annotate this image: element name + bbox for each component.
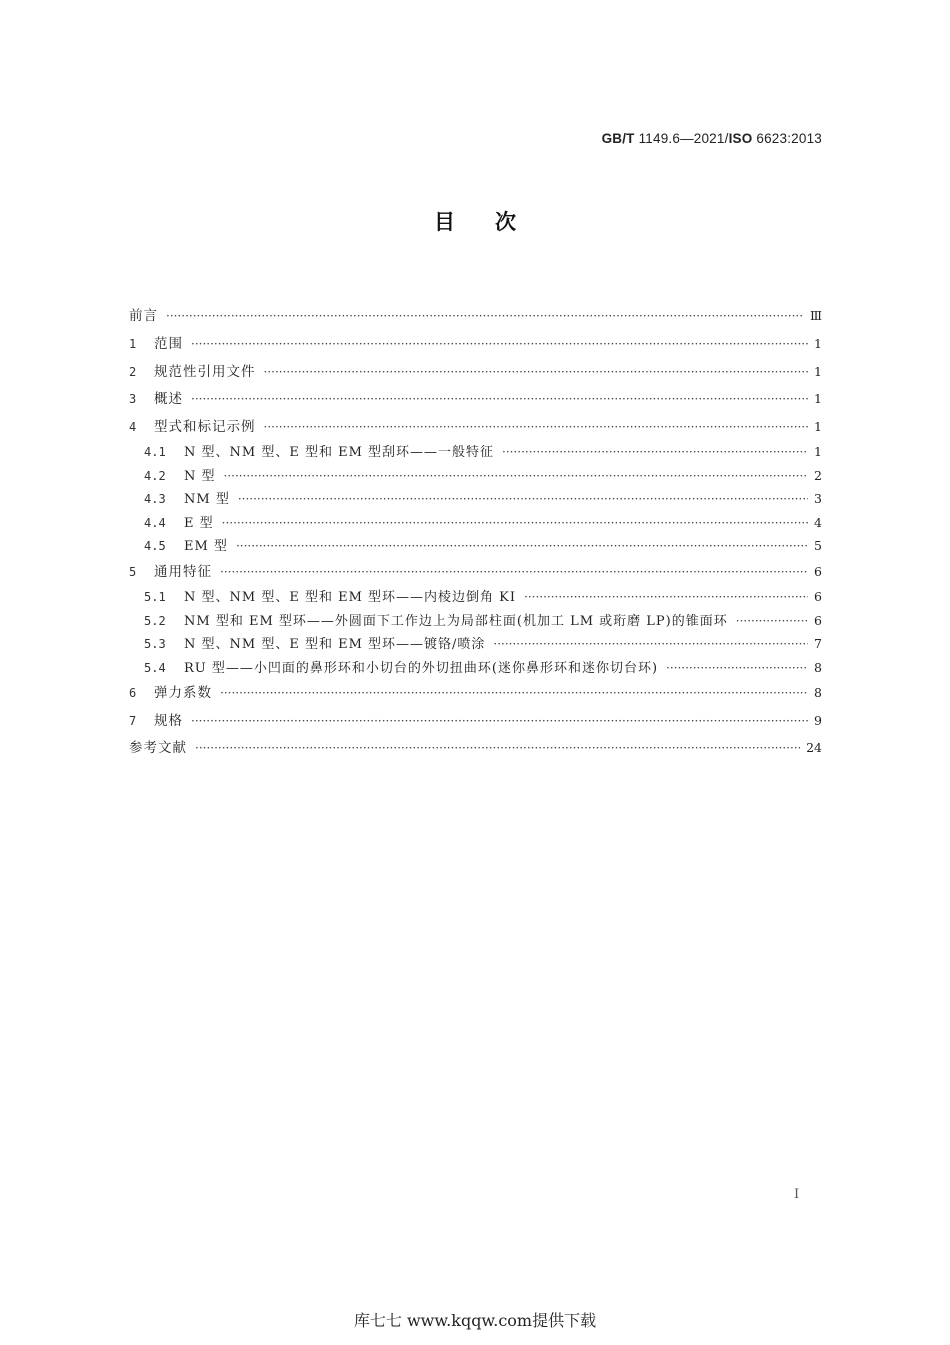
- toc-entry-label: EM 型: [184, 539, 228, 554]
- toc-entry-number: 5: [129, 564, 137, 579]
- page-number-footer: Ⅰ: [794, 1187, 800, 1202]
- toc-entry[interactable]: [129, 358, 822, 386]
- page-title: 目次: [434, 210, 556, 234]
- iso-prefix: ISO: [728, 131, 753, 146]
- toc-entry[interactable]: [129, 330, 822, 358]
- toc-entry-number: 4.3: [144, 492, 166, 506]
- toc-entry-label: 范围: [154, 336, 183, 352]
- toc-entry-page-number: 1: [814, 391, 822, 406]
- toc-dot-leader: [493, 633, 808, 657]
- standard-number-header: [602, 131, 822, 146]
- toc-entry[interactable]: [129, 656, 822, 680]
- toc-entry-number: 4.2: [144, 468, 166, 483]
- toc-entry-number: 6: [129, 686, 137, 700]
- toc-entry-label: 规格: [154, 712, 183, 729]
- toc-dot-leader: [224, 465, 808, 489]
- toc-dot-leader: [264, 414, 809, 442]
- toc-entry-page-number: 6: [814, 589, 822, 604]
- toc-entry-label: N 型: [184, 468, 216, 484]
- toc-entry-page-number: 8: [814, 685, 822, 700]
- toc-entry[interactable]: [129, 413, 822, 441]
- toc-entry-label: 前言: [129, 308, 158, 324]
- toc-entry-number: 4.5: [144, 539, 166, 553]
- toc-entry-number: 5.1: [144, 590, 166, 604]
- toc-dot-leader: [238, 488, 808, 512]
- toc-dot-leader: [236, 535, 808, 559]
- toc-entry[interactable]: [129, 632, 822, 656]
- toc-entry-label: E 型: [184, 515, 214, 531]
- toc-entry[interactable]: [129, 707, 822, 735]
- toc-entry[interactable]: [129, 487, 822, 511]
- toc-dot-leader: [736, 610, 808, 634]
- toc-entry[interactable]: [129, 511, 822, 535]
- toc-entry-label: 参考文献: [129, 740, 187, 756]
- toc-entry-page-number: 8: [814, 659, 822, 675]
- toc-entry-page-number: 4: [814, 514, 822, 530]
- toc-entry-page-number: 24: [806, 740, 822, 755]
- toc-entry-label: 型式和标记示例: [154, 418, 256, 435]
- toc-entry-page-number: 1: [814, 418, 822, 434]
- toc-entry-number: 3: [129, 392, 137, 406]
- toc-entry-number: 2: [129, 364, 137, 379]
- iso-number: 6623:2013: [752, 131, 822, 146]
- toc-dot-leader: [264, 359, 809, 387]
- toc-entry-label: N 型、NM 型、E 型和 EM 型环——镀铬/喷涂: [184, 637, 486, 652]
- toc-entry-page-number: 1: [814, 444, 822, 459]
- toc-entry-label: 弹力系数: [154, 685, 212, 701]
- toc-entry[interactable]: [129, 464, 822, 488]
- toc-entry-number: 7: [129, 713, 137, 728]
- toc-entry-page-number: 2: [814, 467, 822, 483]
- toc-entry-number: 5.2: [144, 613, 166, 628]
- toc-entry-number: 4.4: [144, 515, 166, 530]
- toc-entry-label: NM 型和 EM 型环——外圆面下工作边上为局部柱面(机加工 LM 或珩磨 LP)的锥面环: [184, 613, 728, 629]
- toc-entry-label: 概述: [154, 391, 183, 407]
- toc-entry[interactable]: [129, 609, 822, 633]
- toc-entry[interactable]: [129, 585, 822, 609]
- toc-entry-label: N 型、NM 型、E 型和 EM 型环——内棱边倒角 KI: [184, 590, 516, 605]
- toc-dot-leader: [191, 331, 808, 359]
- toc-dot-leader: [524, 586, 808, 610]
- toc-dot-leader: [220, 680, 808, 708]
- toc-dot-leader: [166, 303, 804, 331]
- toc-entry-label: RU 型——小凹面的鼻形环和小切台的外切扭曲环(迷你鼻形环和迷你切台环): [184, 660, 659, 676]
- toc-entry[interactable]: [129, 302, 822, 330]
- toc-entry[interactable]: [129, 385, 822, 413]
- toc-dot-leader: [222, 512, 808, 536]
- toc-dot-leader: [220, 559, 808, 587]
- toc-entry-number: 4.1: [144, 445, 166, 459]
- std-number: 1149.6—2021/: [634, 131, 729, 146]
- toc-dot-leader: [195, 735, 800, 763]
- toc-entry-page-number: 5: [814, 538, 822, 553]
- toc-entry-label: N 型、NM 型、E 型和 EM 型刮环——一般特征: [184, 445, 495, 460]
- toc-entry-page-number: Ⅲ: [809, 308, 822, 323]
- download-watermark: 库七七 www.kqqw.com提供下载: [353, 1311, 597, 1330]
- toc-dot-leader: [191, 708, 808, 736]
- toc-entry-page-number: 6: [814, 612, 822, 628]
- toc-entry-page-number: 9: [814, 712, 822, 728]
- toc-entry-label: 规范性引用文件: [154, 363, 256, 380]
- toc-entry[interactable]: [129, 679, 822, 707]
- toc-entry-label: 通用特征: [154, 563, 212, 580]
- toc-dot-leader: [502, 441, 808, 465]
- toc-entry[interactable]: [129, 534, 822, 558]
- toc-entry-page-number: 6: [814, 563, 822, 579]
- toc-entry-page-number: 7: [814, 636, 822, 651]
- toc-dot-leader: [666, 657, 808, 681]
- toc-entry[interactable]: [129, 734, 822, 762]
- toc-entry-page-number: 1: [814, 363, 822, 379]
- std-prefix: GB/T: [601, 131, 635, 146]
- toc-entry-number: 1: [129, 337, 137, 351]
- toc-entry-number: 5.3: [144, 637, 166, 651]
- toc-entry-label: NM 型: [184, 492, 230, 507]
- toc-entry[interactable]: [129, 440, 822, 464]
- toc-entry-number: 4: [129, 419, 137, 434]
- toc-dot-leader: [191, 386, 808, 414]
- toc-entry-page-number: 3: [814, 491, 822, 506]
- toc-entry-number: 5.4: [144, 660, 166, 675]
- toc-entry-page-number: 1: [814, 336, 822, 351]
- toc-entry[interactable]: [129, 558, 822, 586]
- table-of-contents: [129, 302, 822, 762]
